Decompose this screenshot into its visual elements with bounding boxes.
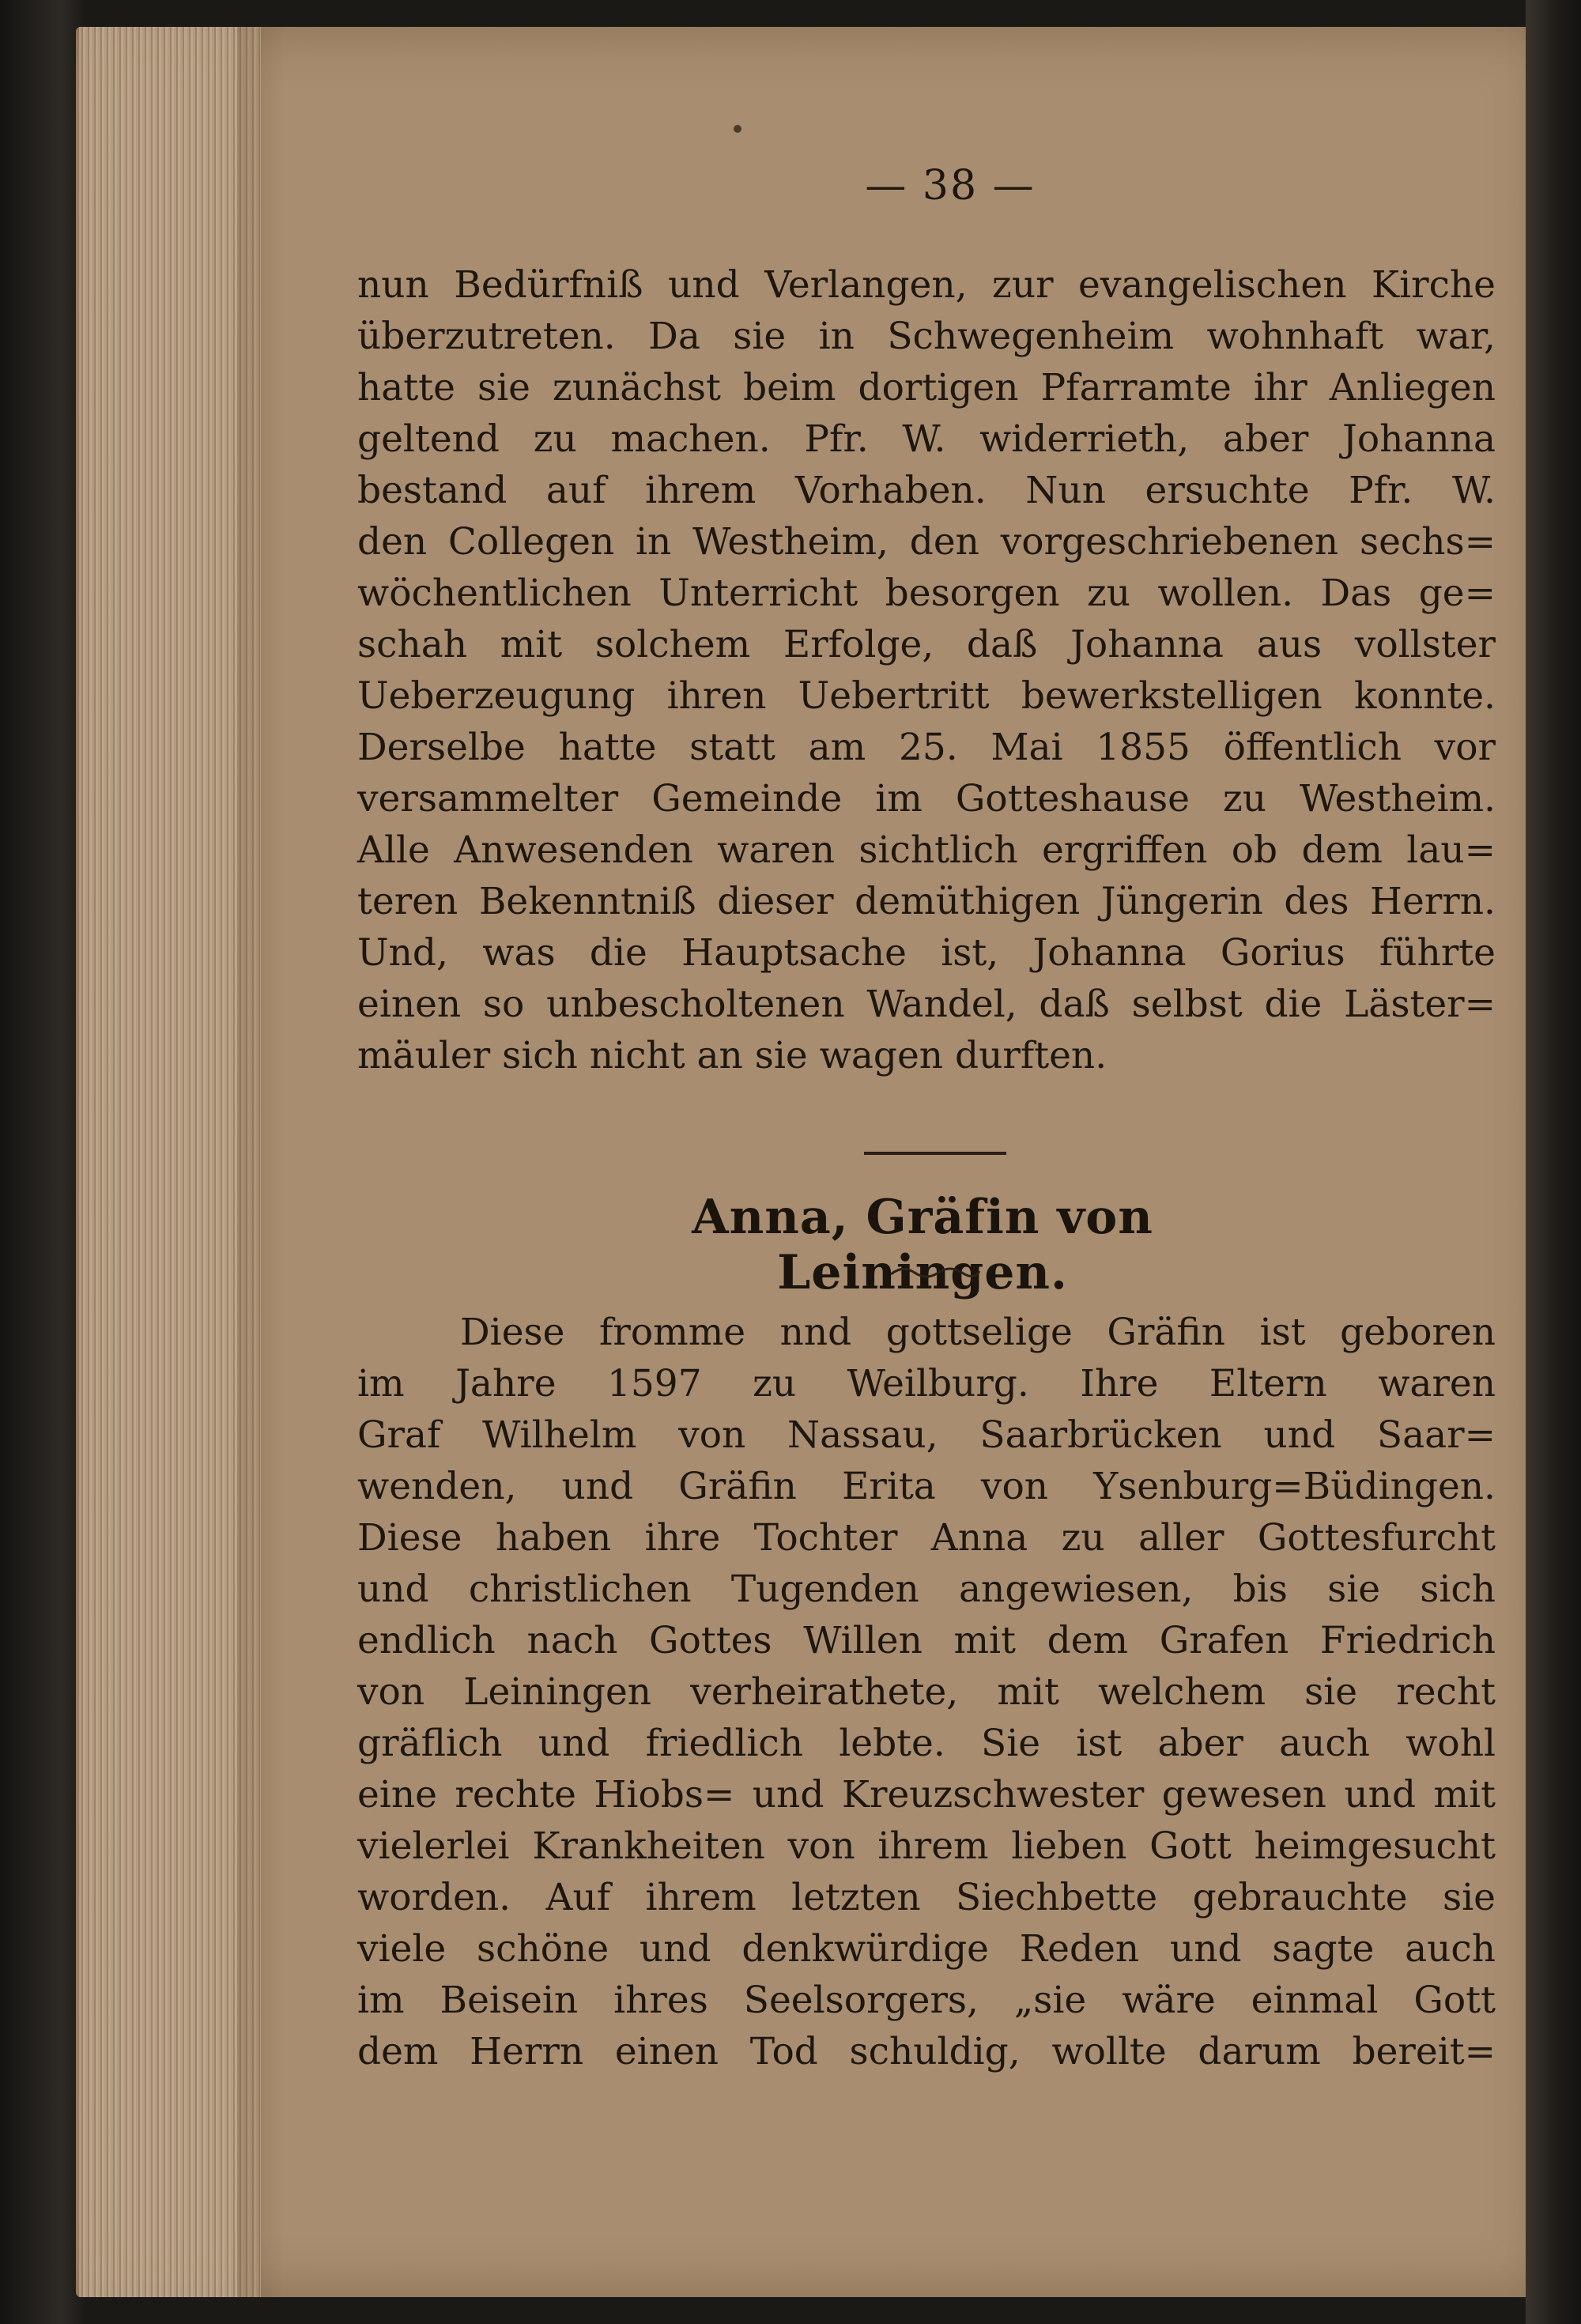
page-text-lower <box>357 0 1496 2324</box>
book-cover-edge <box>0 0 87 2324</box>
text-line: den Collegen in Westheim, den vorgeschriebenen sechs= <box>357 520 1496 564</box>
gutter-shadow <box>237 27 285 2297</box>
text-line: vielerlei Krankheiten von ihrem lieben Gott heimgesucht <box>357 1824 1496 1868</box>
text-line: im Beisein ihres Seelsorgers, „sie wäre einmal Gott <box>357 1979 1496 2022</box>
text-line: Alle Anwesenden waren sichtlich ergriffen ob dem lau= <box>357 828 1496 872</box>
text-line: von Leiningen verheirathete, mit welchem sie recht <box>357 1670 1496 1714</box>
text-line: überzutreten. Da sie in Schwegenheim wohnhaft war, <box>357 315 1496 358</box>
text-line: versammelter Gemeinde im Gotteshause zu Westheim. <box>357 777 1496 821</box>
page-right-edge <box>1526 0 1581 2324</box>
text-line: Und, was die Hauptsache ist, Johanna Gorius führte <box>357 931 1496 975</box>
text-line: wenden, und Gräfin Erita von Ysenburg=Büdingen. <box>357 1465 1496 1508</box>
text-line: gräflich und friedlich lebte. Sie ist aber auch wohl <box>357 1722 1496 1765</box>
text-line: und christlichen Tugenden angewiesen, bis sie sich <box>357 1568 1496 1611</box>
text-line: viele schöne und denkwürdige Reden und sagte auch <box>357 1927 1496 1971</box>
text-line: geltend zu machen. Pfr. W. widerrieth, aber Johanna <box>357 417 1496 461</box>
text-line: Graf Wilhelm von Nassau, Saarbrücken und Saar= <box>357 1413 1496 1457</box>
text-line: endlich nach Gottes Willen mit dem Grafen Friedrich <box>357 1619 1496 1662</box>
text-line: mäuler sich nicht an sie wagen durften. <box>357 1034 1107 1077</box>
text-line: im Jahre 1597 zu Weilburg. Ihre Eltern waren <box>357 1362 1496 1405</box>
page-number: — 38 — <box>865 162 1036 209</box>
text-line: Derselbe hatte statt am 25. Mai 1855 öffentlich vor <box>357 726 1496 769</box>
text-line: wöchentlichen Unterricht besorgen zu wollen. Das ge= <box>357 572 1496 615</box>
text-line: Ueberzeugung ihren Uebertritt bewerkstelligen konnte. <box>357 674 1496 718</box>
section-heading: Anna, Gräfin von Leiningen. <box>692 1190 1153 1300</box>
text-line: eine rechte Hiobs= und Kreuzschwester gewesen und mit <box>357 1773 1496 1817</box>
text-line: teren Bekenntniß dieser demüthigen Jüngerin des Herrn. <box>357 880 1496 923</box>
text-line: hatte sie zunächst beim dortigen Pfarramte ihr Anliegen <box>357 366 1496 409</box>
text-line: worden. Auf ihrem letzten Siechbette gebrauchte sie <box>357 1876 1496 1919</box>
text-line: Diese fromme nnd gottselige Gräfin ist geboren <box>460 1311 1496 1354</box>
text-line: nun Bedürfniß und Verlangen, zur evangelischen Kirche <box>357 263 1496 307</box>
text-line: dem Herrn einen Tod schuldig, wollte darum bereit= <box>357 2030 1496 2073</box>
text-line: bestand auf ihrem Vorhaben. Nun ersuchte Pfr. W. <box>357 469 1496 512</box>
text-line: schah mit solchem Erfolge, daß Johanna aus vollster <box>357 623 1496 666</box>
text-line: einen so unbescholtenen Wandel, daß selbst die Läster= <box>357 983 1496 1026</box>
text-line: Diese haben ihre Tochter Anna zu aller Gottesfurcht <box>357 1516 1496 1560</box>
page-stack-edges <box>79 27 261 2297</box>
